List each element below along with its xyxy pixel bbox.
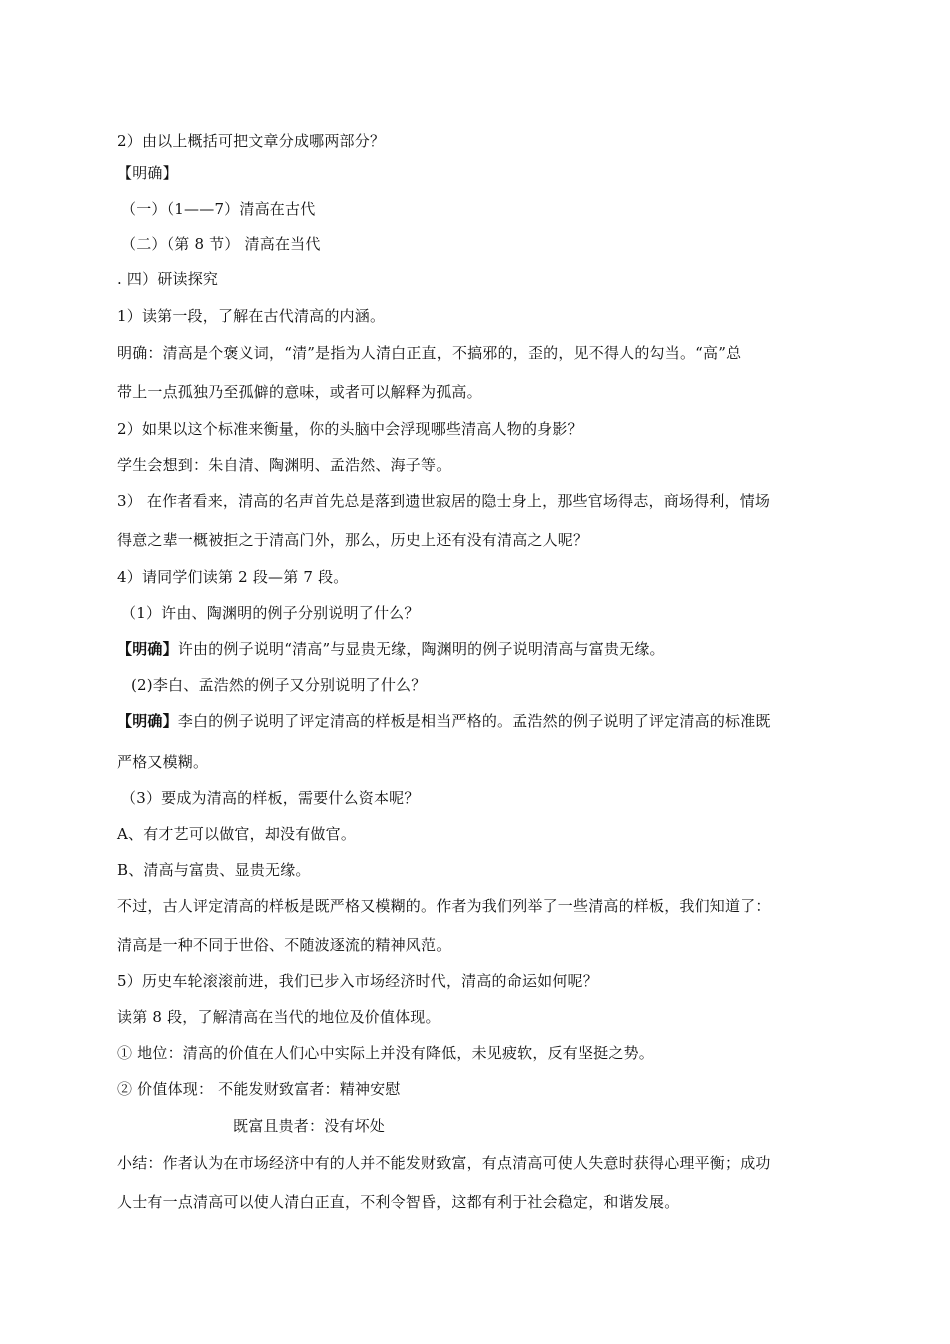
answer-line [117, 711, 771, 731]
answer-text: 李白的例子说明了评定清高的样板是相当严格的。孟浩然的例子说明了评定清高的标准既 [177, 712, 771, 730]
paragraph-line: 明确：清高是个褒义词，“清”是指为人清白正直，不搞邪的，歪的，见不得人的勾当。“高”总 [117, 344, 742, 362]
task-4-line: 4）请同学们读第 2 段—第 7 段。 [117, 568, 349, 586]
task-2-line: 2）如果以这个标准来衡量，你的头脑中会浮现哪些清高人物的身影？ [117, 420, 583, 438]
status-point-line: ① 地位：清高的价值在人们心中实际上并没有降低，未见疲软，反有坚挺之势。 [117, 1044, 654, 1062]
value-point-subline: 既富且贵者：没有坏处 [233, 1117, 386, 1135]
task-1-line: 1）读第一段，了解在古代清高的内涵。 [117, 307, 386, 325]
answer-label: 【明确】 [117, 712, 178, 730]
summary-line: 人士有一点清高可以使人清白正直，不利令智昏，这都有利于社会稳定，和谐发展。 [117, 1193, 680, 1211]
answer-text: 许由的例子说明“清高”与显贵无缘，陶渊明的例子说明清高与富贵无缘。 [177, 640, 665, 658]
sub-question-2: (2)李白、孟浩然的例子又分别说明了什么？ [131, 676, 427, 694]
summary-line: 小结：作者认为在市场经济中有的人并不能发财致富，有点清高可使人失意时获得心理平衡；成功 [117, 1154, 771, 1172]
sub-question-3: （3）要成为清高的样板，需要什么资本呢？ [121, 789, 420, 807]
paragraph-line: 不过，古人评定清高的样板是既严格又模糊的。作者为我们列举了一些清高的样板，我们知道了： [117, 897, 771, 915]
value-point-line: ② 价值体现： 不能发财致富者：精神安慰 [117, 1080, 401, 1098]
answer-heading: 【明确】 [117, 164, 178, 182]
answer-label: 【明确】 [117, 640, 178, 658]
task-5-line: 5）历史车轮滚滚前进，我们已步入市场经济时代，清高的命运如何呢？ [117, 972, 598, 990]
paragraph-line: 清高是一种不同于世俗、不随波逐流的精神风范。 [117, 936, 452, 954]
paragraph-line: 带上一点孤独乃至孤僻的意味，或者可以解释为孤高。 [117, 383, 482, 401]
paragraph-line: 得意之辈一概被拒之于清高门外，那么，历史上还有没有清高之人呢？ [117, 531, 589, 549]
part-two-line: （二）（第 8 节） 清高在当代 [121, 235, 321, 253]
answer-line [117, 639, 665, 659]
paragraph-line: 读第 8 段，了解清高在当代的地位及价值体现。 [117, 1008, 441, 1026]
sub-question-1: （1）许由、陶渊明的例子分别说明了什么？ [121, 604, 420, 622]
question-2-line: 2）由以上概括可把文章分成哪两部分？ [117, 132, 386, 150]
part-one-line: （一）（1——7）清高在古代 [121, 200, 316, 218]
paragraph-line: 严格又模糊。 [117, 753, 209, 771]
option-b-line: B、清高与富贵、显贵无缘。 [117, 861, 311, 879]
section-heading-research: . 四）研读探究 [117, 270, 219, 288]
paragraph-line: 学生会想到：朱自清、陶渊明、孟浩然、海子等。 [117, 456, 452, 474]
task-3-line: 3） 在作者看来，清高的名声首先总是落到遗世寂居的隐士身上，那些官场得志，商场得利，情场 [117, 492, 771, 510]
option-a-line: A、有才艺可以做官，却没有做官。 [117, 825, 357, 843]
